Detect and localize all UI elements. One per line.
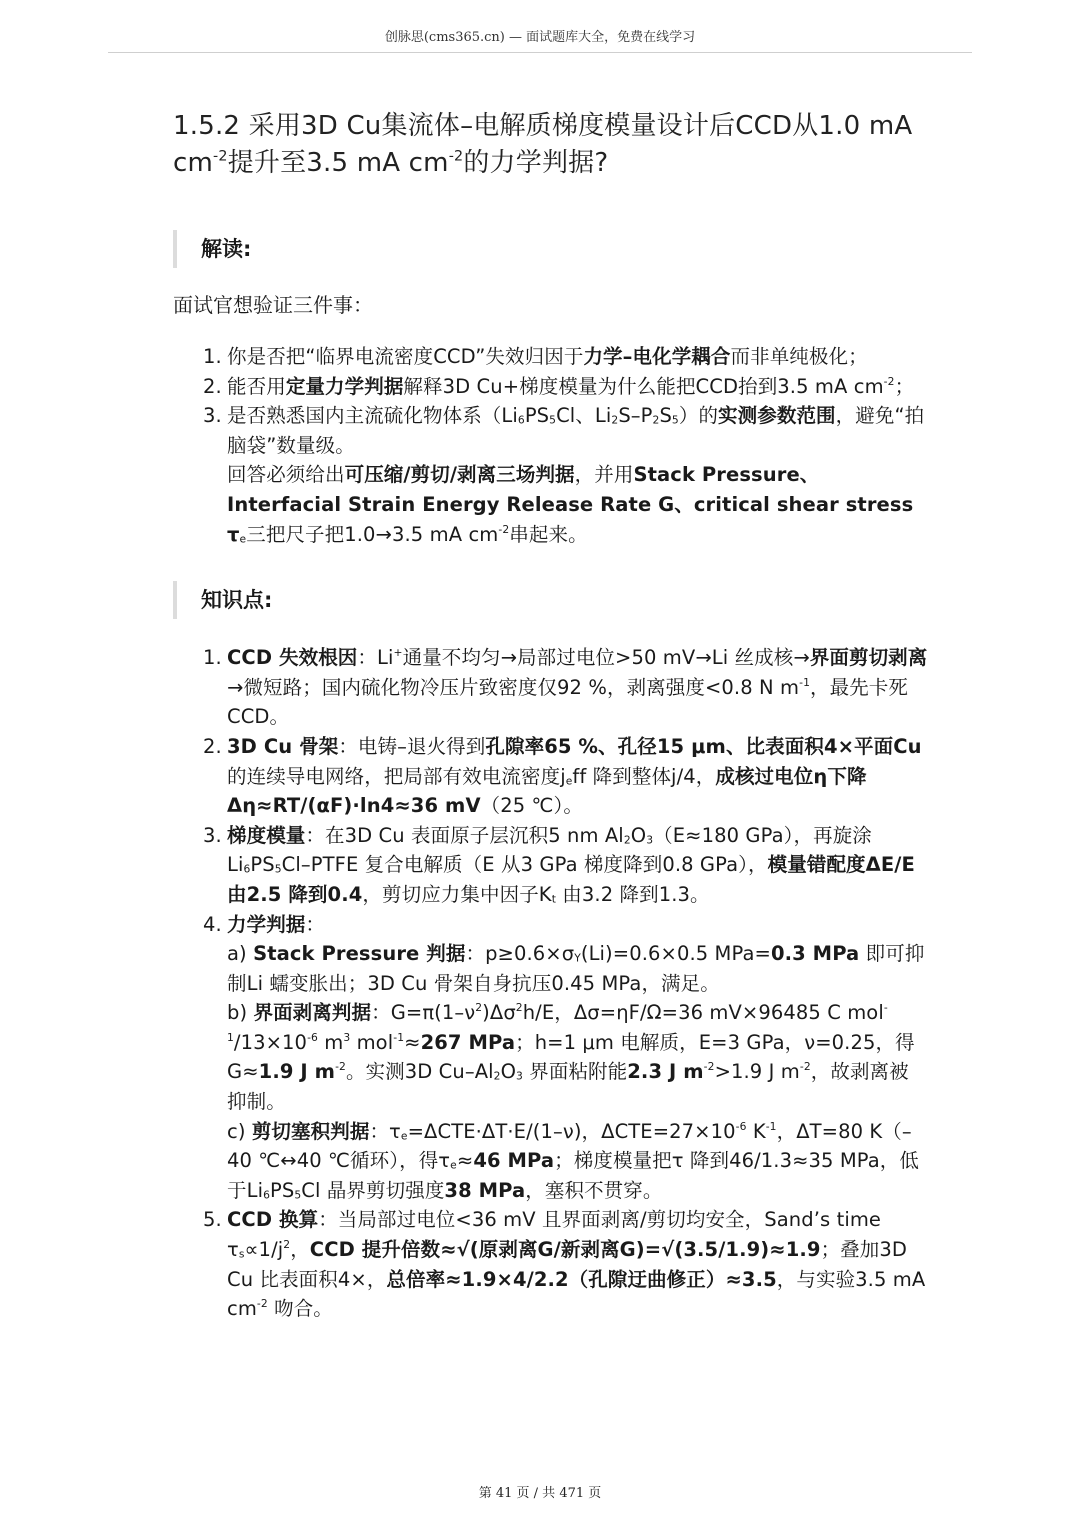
page-number: 第 41 页 / 共 471 页 xyxy=(478,1486,602,1501)
list-item: 1. CCD 失效根因：Li+通量不均匀→局部过电位>50 mV→Li 丝成核→界面剪切剥离→微短路；国内硫化物冷压片致密度仅92 %，剥离强度<0.8 N $m^{-1}$，最先卡死CCD。 xyxy=(203,646,928,729)
interpretation-list xyxy=(173,342,928,549)
section-heading-interpretation: 解读: xyxy=(173,230,928,268)
list-item: 2. 3D Cu 骨架：电铸–退火得到孔隙率65 %、孔径15 μm、比表面积4×平面Cu的连续导电网络，把局部有效电流密度$j_eff$ 降到整体j/4，成核过电位η下降Δη≈RT/(αF)·ln4≈36 mV（25 ℃）。 xyxy=(203,734,922,818)
criterion-shear-pileup: c) 剪切塞积判据：$\tau_e=\Delta CTE\cdot\Delta T\cdot E/(1-\nu)$，$\Delta CTE=27\times 10^{-6}$ $K^{-1}$，ΔT=80 K（–40 ℃↔40 ℃循环），得$\tau_e\approx 46$ MPa；梯度模量把τ 降到46/1.3≈35 MPa，低于$Li_6PS_5Cl$ 晶界剪切强度38 MPa，塞积不贯穿。 xyxy=(227,1119,920,1202)
list-item: 5. CCD 换算：当局部过电位<36 mV 且界面剥离/剪切均安全，Sand’s time $\tau_s\propto 1/j^2$，CCD 提升倍数≈√(原剥离G/新剥离G)=√(3.5/1.9)≈1.9；叠加3D Cu 比表面积4×，总倍率≈1.9×4/2.2（孔隙迂曲修正）≈3.5，与实验3.5 mA $cm^{-2}$ 吻合。 xyxy=(203,1208,926,1321)
list-item: 2. 能否用定量力学判据解释3D Cu+梯度模量为什么能把CCD抬到3.5 mA $cm^{-2}$； xyxy=(203,374,915,398)
list-item: 1. 你是否把“临界电流密度CCD”失效归因于力学–电化学耦合而非单纯极化； xyxy=(203,345,868,368)
page-header: 创脉思(cms365.cn) — 面试题库大全，免费在线学习 xyxy=(384,30,696,45)
header-divider xyxy=(108,52,972,53)
answer-requirement: 回答必须给出可压缩/剪切/剥离三场判据，并用Stack Pressure、Interfacial Strain Energy Release Rate G、critical shear stress $\tau_e$三把尺子把1.0→3.5 mA $cm^{-2}$串起来。 xyxy=(227,463,914,546)
criterion-stack-pressure: a) Stack Pressure 判据：$p\ge 0.6\times\sigma_Y(Li)=0.6\times 0.5$ MPa=0.3 MPa 即可抑制Li 蠕变胀出；3D Cu 骨架自身抗压0.45 MPa，满足。 xyxy=(227,942,925,995)
list-item: 3. 梯度模量：在3D Cu 表面原子层沉积5 nm $Al_2O_3(E\approx 180$ GPa），再旋涂$Li_6PS_5Cl$–PTFE 复合电解质（E 从3 GPa 梯度降到0.8 GPa），模量错配度ΔE/E 由2.5 降到0.4，剪切应力集中因子$K_t$ 由3.2 降到1.3。 xyxy=(203,823,915,906)
list-item: 4. 力学判据： a) Stack Pressure 判据：$p\ge 0.6\times\sigma_Y(Li)=0.6\times 0.5$ MPa=0.3 MPa 即可抑制Li 蠕变胀出；3D Cu 骨架自身抗压0.45 MPa，满足。 b) 界面剥离判据：$G=\pi(1-\nu^2)\Delta\sigma^2h/E$，Δσ=ηF/Ω=36 mV×96485 C $mol^{-1}/13\times 10^{-6}$ $m^3$ mol$^{-1}$≈267 MPa；h=1 μm 电解质，E=3 GPa，ν=0.25，得G≈1.9 J $m^{-2}$。实测3D $Cu-Al_2O_3$ 界面粘附能2.3 J $m^{-2}>1.9$ J $m^{-2}$，故剥离被抑制。 c) 剪切塞积判据：$\tau_e=\Delta CTE\cdot\Delta T\cdot E/(1-\nu)$，$\Delta CTE=27\times 10^{-6}$ $K^{-1}$，ΔT=80 K（–40 ℃↔40 ℃循环），得$\tau_e\approx 46$ MPa；梯度模量把τ 降到46/1.3≈35 MPa，低于$Li_6PS_5Cl$ 晶界剪切强度38 MPa，塞积不贯穿。 xyxy=(173,910,928,1206)
page-title: 1.5.2 采用3D Cu集流体–电解质梯度模量设计后CCD从1.0 mA $cm^{-2}$提升至3.5 mA $cm^{-2}$的力学判据? xyxy=(173,111,913,178)
list-item: 3. 是否熟悉国内主流硫化物体系（$Li_6PS_5Cl$、$Li_2S-P_2S_5$）的实测参数范围，避免“拍脑袋”数量级。 回答必须给出可压缩/剪切/剥离三场判据，并用Stack Pressure、Interfacial Strain Energy Release Rate G、critical shear stress $\tau_e$三把尺子把1.0→3.5 mA $cm^{-2}$串起来。 xyxy=(173,401,928,549)
page-content xyxy=(173,108,928,1324)
section-intro: 面试官想验证三件事： xyxy=(173,293,373,317)
criterion-interface-peeling: b) 界面剥离判据：$G=\pi(1-\nu^2)\Delta\sigma^2h/E$，Δσ=ηF/Ω=36 mV×96485 C $mol^{-1}/13\times 10^{-6}$ $m^3$ mol$^{-1}$≈267 MPa；h=1 μm 电解质，E=3 GPa，ν=0.25，得G≈1.9 J $m^{-2}$。实测3D $Cu-Al_2O_3$ 界面粘附能2.3 J $m^{-2}>1.9$ J $m^{-2}$，故剥离被抑制。 xyxy=(227,1001,915,1114)
section-heading-knowledge: 知识点: xyxy=(173,581,928,619)
knowledge-list xyxy=(173,643,928,1324)
